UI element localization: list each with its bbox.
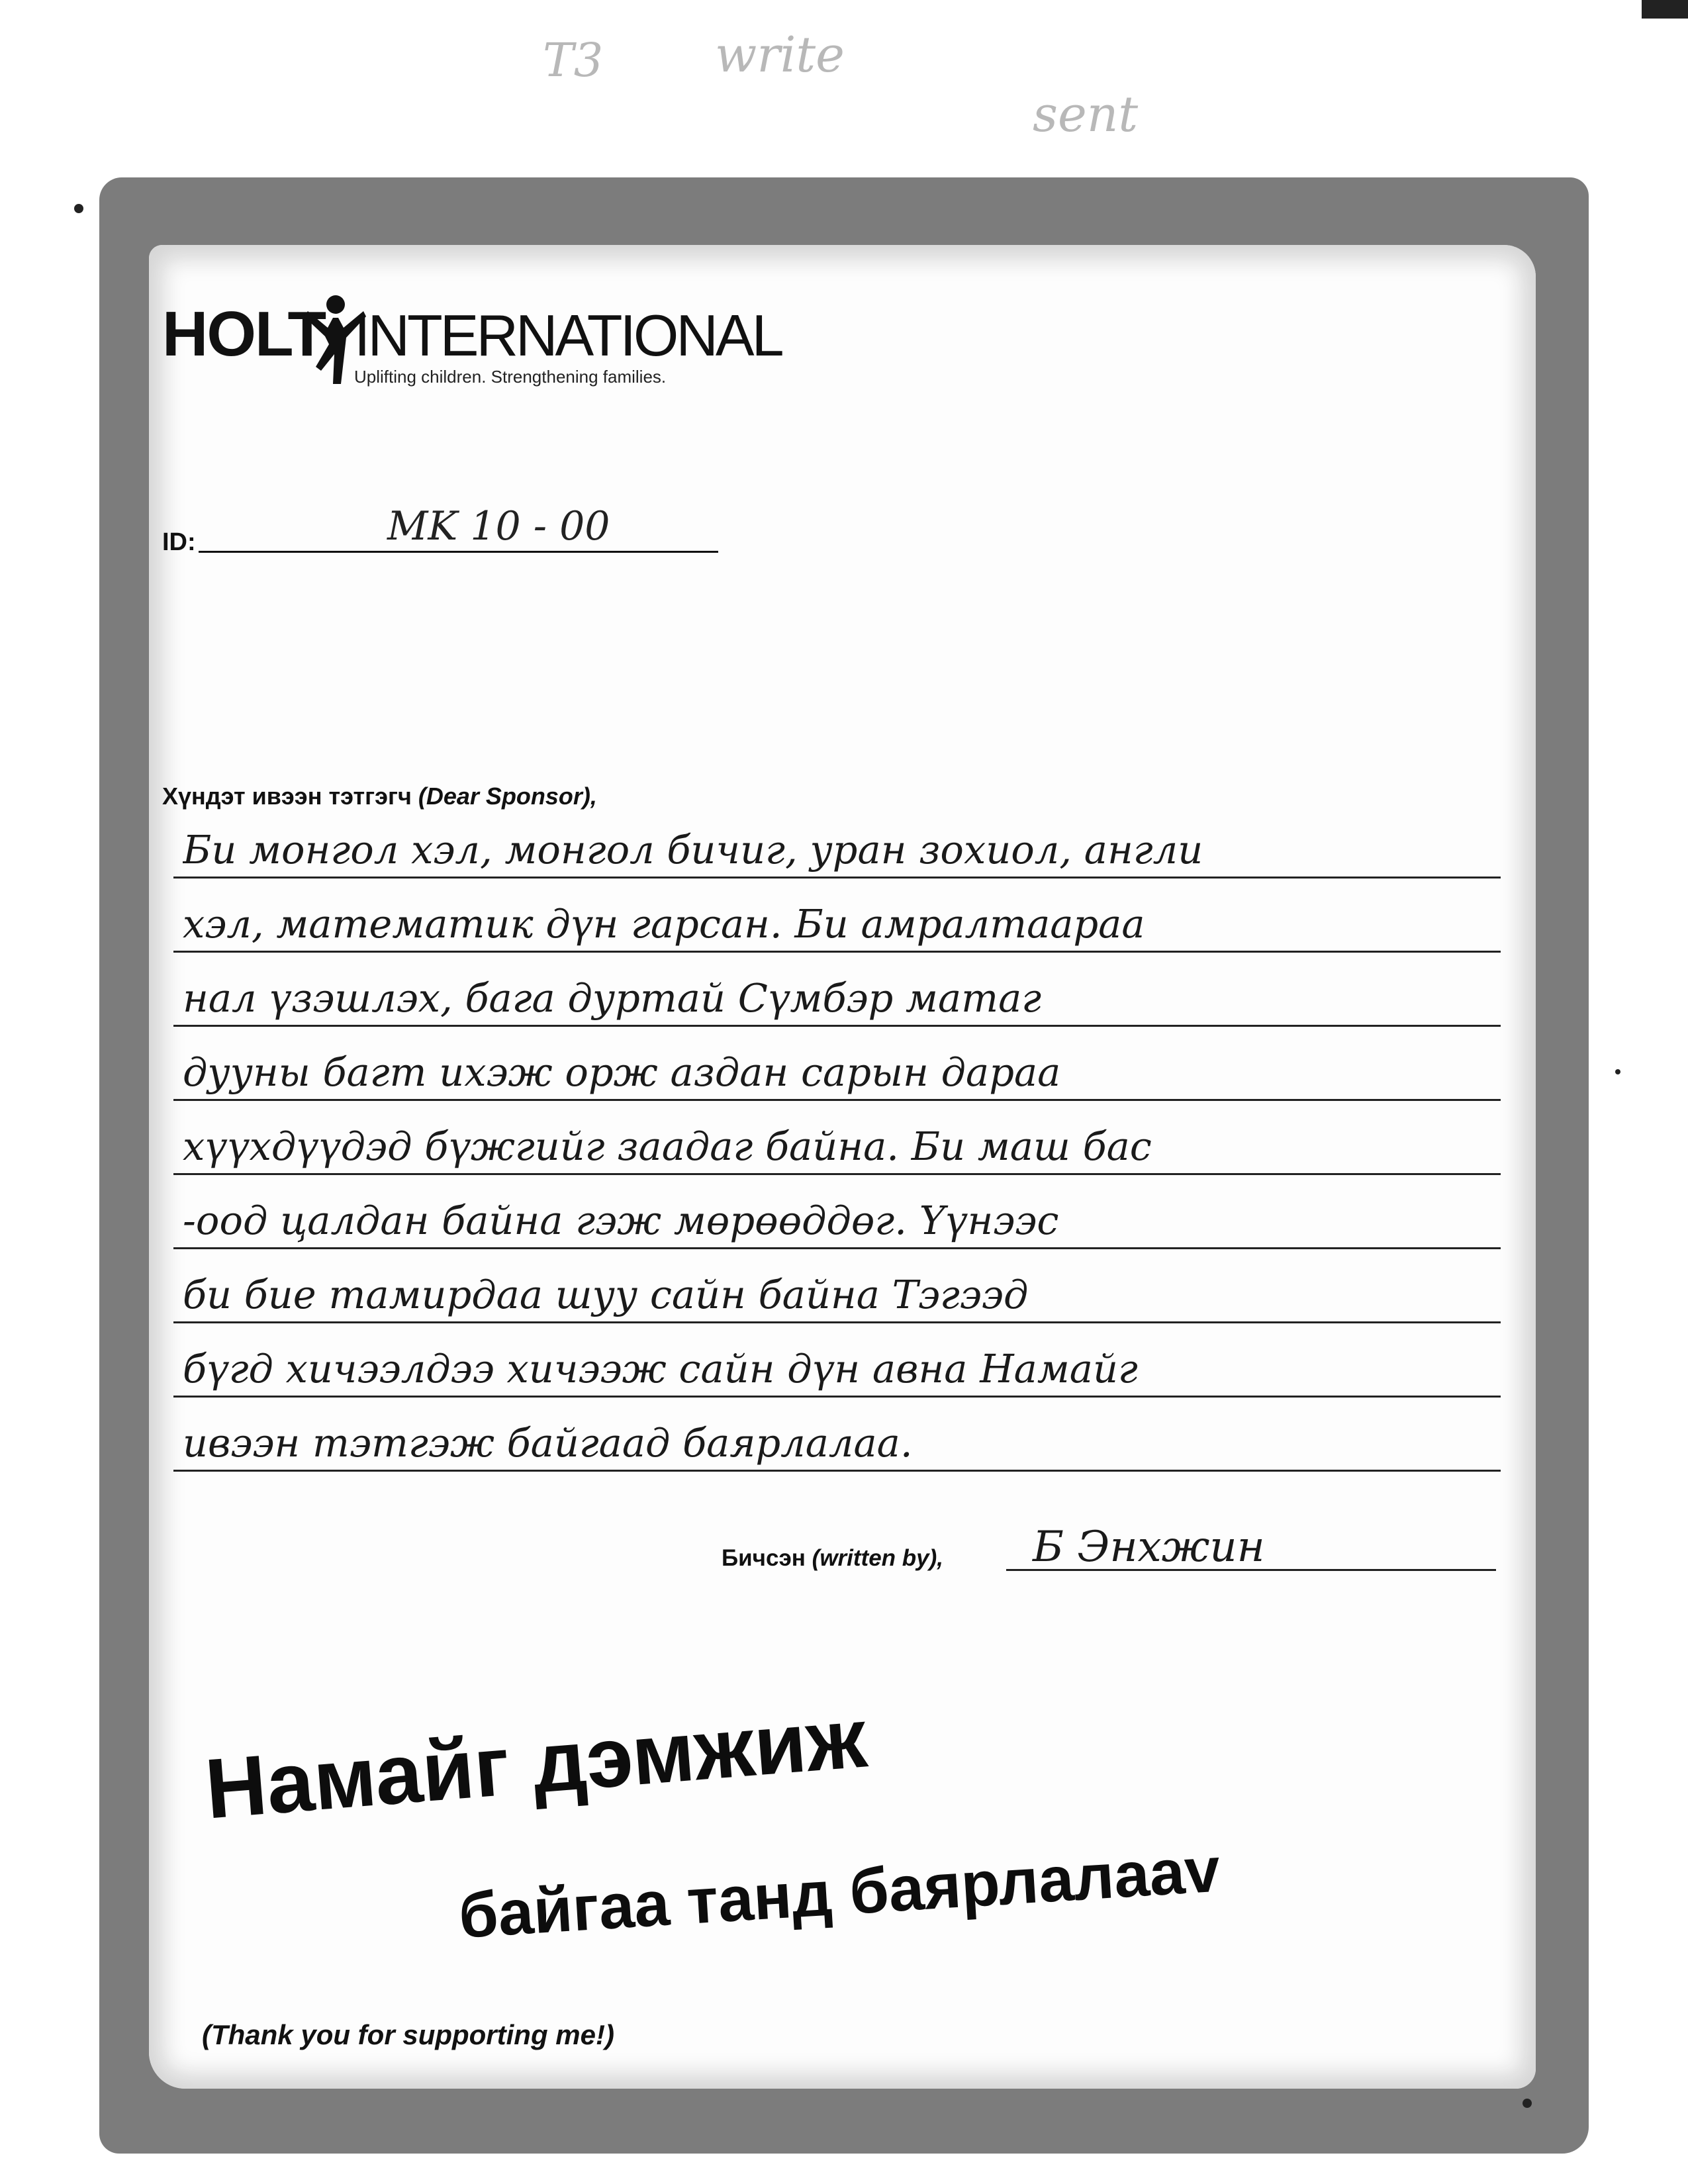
scan-speck — [1615, 1069, 1620, 1074]
thank-you-subheading: байгаа танд баярлалааv — [457, 1834, 1223, 1952]
annotation-write: write — [715, 26, 845, 83]
signature: Б Энхжин — [1033, 1523, 1265, 1572]
scan-speck — [1523, 2099, 1532, 2108]
scan-corner-mark — [1642, 0, 1688, 19]
id-label: ID: — [162, 528, 196, 556]
id-underline — [199, 551, 718, 553]
letter-line — [173, 821, 1501, 878]
letter-line-text: дууны багт ихэж орж аздан сарын дараа — [183, 1049, 1061, 1095]
logo-international-text: INTERNATIONAL — [354, 303, 782, 368]
id-value: MK 10 - 00 — [387, 503, 610, 549]
letter-line-text: -оод цалдан байна гэж мөрөөддөг. Үүнээс — [183, 1198, 1059, 1243]
letter-line — [173, 1266, 1501, 1323]
letter-line-text: бүгд хичээлдээ хичээж сайн дүн авна Намайг — [183, 1346, 1138, 1392]
letter-line-text: ивээн тэтгэж байгаад баярлалаа. — [183, 1420, 913, 1466]
scan-speck — [74, 204, 83, 213]
written-by-label-en: (written by), — [812, 1545, 943, 1571]
written-by-field — [722, 1523, 1496, 1576]
written-by-label — [722, 1545, 943, 1572]
letter-line-text: Би монгол хэл, монгол бичиг, уран зохиол, англи — [183, 827, 1203, 873]
letter-line-text: нал үзэшлэх, бага дуртай Сүмбэр матаг — [183, 975, 1042, 1021]
thank-you-english: (Thank you for supporting me!) — [202, 2019, 614, 2050]
handwritten-annotations — [516, 13, 1311, 159]
letter-line — [173, 895, 1501, 953]
written-by-label-mn: Бичсэн — [722, 1545, 806, 1571]
letter-line — [173, 1414, 1501, 1472]
salutation-mn: Хүндэт ивээн тэтгэгч — [162, 783, 412, 810]
id-field — [162, 503, 718, 556]
letter-line-text: би бие тамирдаа шуу сайн байна Тэгээд — [183, 1272, 1029, 1317]
letter-line-text: хүүхдүүдэд бүжгийг заадаг байна. Би маш бас — [183, 1123, 1152, 1169]
salutation-en: (Dear Sponsor), — [418, 783, 597, 810]
annotation-t3: T3 — [543, 33, 604, 87]
logo-holt-text: HOLT — [162, 299, 326, 369]
annotation-sent: sent — [1033, 86, 1139, 143]
thank-you-heading: Намайг дэмжиж — [202, 1690, 870, 1837]
letter-line — [173, 969, 1501, 1027]
letter-line — [173, 1117, 1501, 1175]
logo-tagline: Uplifting children. Strengthening families. — [354, 367, 667, 387]
letter-line — [173, 1340, 1501, 1398]
salutation — [162, 783, 597, 810]
letter-line — [173, 1192, 1501, 1249]
letter-line-text: хэл, математик дүн гарсан. Би амралтаараа — [183, 901, 1145, 947]
letter-line — [173, 1043, 1501, 1101]
holt-international-logo — [162, 291, 782, 397]
